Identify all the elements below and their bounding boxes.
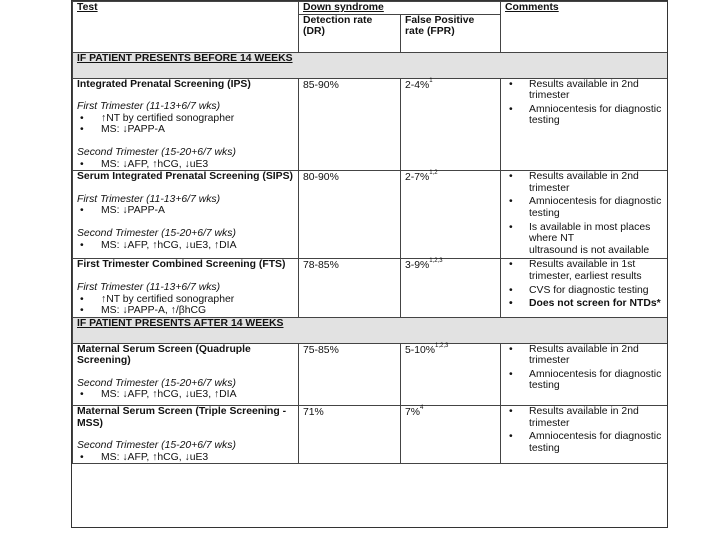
- screening-table-document: [71, 0, 668, 528]
- table-row-triple: [73, 406, 669, 464]
- fpr-cell: 3-9%$^{1,2,3}$: [401, 259, 501, 317]
- first-trimester-label: First Trimester (11-13+6/7 wks): [77, 101, 221, 113]
- comment-item: • Results available in 2nd trimester: [505, 406, 665, 429]
- test-title: Maternal Serum Screen (Triple Screening -MSS): [77, 406, 287, 429]
- table-row-quad: [73, 343, 669, 405]
- comment-item: • Amniocentesis for diagnostic testing: [505, 196, 665, 219]
- comment-item: • Amniocentesis for diagnostic testing: [505, 369, 665, 392]
- section-before-14-weeks: [73, 52, 669, 78]
- marker-item: • MS: ↓AFP, ↑hCG, ↓uE3: [77, 452, 294, 464]
- comment-item: • Does not screen for NTDs*: [505, 298, 665, 310]
- first-trimester-label: First Trimester (11-13+6/7 wks): [77, 281, 221, 293]
- detection-rate-cell: 80-90%: [299, 171, 401, 259]
- second-trimester-label: Second Trimester (15-20+6/7 wks): [77, 227, 236, 239]
- header-row-1: [73, 2, 669, 15]
- comment-item: • CVS for diagnostic testing: [505, 285, 665, 297]
- detection-rate-cell: 85-90%: [299, 78, 401, 171]
- comment-item: • Results available in 1st trimester, earliest results: [505, 259, 665, 282]
- fpr-cell: 5-10%$^{1,2,3}$: [401, 343, 501, 405]
- section-after-14-weeks: [73, 317, 669, 343]
- second-trimester-label: Second Trimester (15-20+6/7 wks): [77, 146, 236, 158]
- marker-item: • MS: ↓PAPP-A, ↑/βhCG: [77, 305, 294, 317]
- test-title: First Trimester Combined Screening (FTS): [77, 259, 286, 271]
- table-row-fts: [73, 259, 669, 317]
- test-title: Serum Integrated Prenatal Screening (SIPS): [77, 171, 293, 183]
- marker-item: • ↑NT by certified sonographer: [77, 113, 294, 125]
- fpr-cell: 2-4%$^1$: [401, 78, 501, 171]
- comment-item: • Amniocentesis for diagnostic testing: [505, 431, 665, 454]
- detection-rate-cell: 78-85%: [299, 259, 401, 317]
- second-trimester-label: Second Trimester (15-20+6/7 wks): [77, 440, 236, 452]
- test-cell: [73, 78, 299, 171]
- test-cell: [73, 406, 299, 464]
- test-title: Integrated Prenatal Screening (IPS): [77, 78, 251, 90]
- comment-item: • Amniocentesis for diagnostic testing: [505, 104, 665, 127]
- comments-cell: [501, 171, 668, 259]
- comments-cell: [501, 406, 668, 464]
- header-comments: Comments: [501, 2, 668, 53]
- section-title: IF PATIENT PRESENTS AFTER 14 WEEKS: [73, 317, 669, 343]
- marker-item: • ↑NT by certified sonographer: [77, 294, 294, 306]
- test-cell: [73, 343, 299, 405]
- comment-item: • Results available in 2nd trimester: [505, 79, 665, 102]
- marker-item: • MS: ↓AFP, ↑hCG, ↓uE3, ↑DIA: [77, 240, 294, 252]
- marker-item: • MS: ↓PAPP-A: [77, 205, 294, 217]
- section-title: IF PATIENT PRESENTS BEFORE 14 WEEKS: [73, 52, 669, 78]
- fpr-cell: 7%$^4$: [401, 406, 501, 464]
- first-trimester-label: First Trimester (11-13+6/7 wks): [77, 193, 221, 205]
- header-fpr: False Positive rate (FPR): [401, 14, 501, 52]
- comments-cell: [501, 259, 668, 317]
- header-down-syndrome: Down syndrome: [299, 2, 501, 15]
- table-row-sips: [73, 171, 669, 259]
- test-cell: [73, 259, 299, 317]
- comments-cell: [501, 78, 668, 171]
- header-test: Test: [73, 2, 299, 53]
- test-title: Maternal Serum Screen (Quadruple Screening): [77, 343, 251, 367]
- test-cell: [73, 171, 299, 259]
- marker-item: • MS: ↓AFP, ↑hCG, ↓uE3, ↑DIA: [77, 389, 294, 401]
- table-row-ips: [73, 78, 669, 171]
- fpr-cell: 2-7%$^{1,2}$: [401, 171, 501, 259]
- marker-item: • MS: ↓AFP, ↑hCG, ↓uE3: [77, 159, 294, 171]
- second-trimester-label: Second Trimester (15-20+6/7 wks): [77, 377, 236, 389]
- detection-rate-cell: 71%: [299, 406, 401, 464]
- header-detection-rate: Detection rate (DR): [299, 14, 401, 52]
- comment-item: • Is available in most places where NT ultrasound is not available: [505, 222, 665, 257]
- comment-item: • Results available in 2nd trimester: [505, 171, 665, 194]
- marker-item: • MS: ↓PAPP-A: [77, 124, 294, 136]
- screening-table: [72, 1, 668, 464]
- comment-item: • Results available in 2nd trimester: [505, 344, 665, 367]
- comments-cell: [501, 343, 668, 405]
- detection-rate-cell: 75-85%: [299, 343, 401, 405]
